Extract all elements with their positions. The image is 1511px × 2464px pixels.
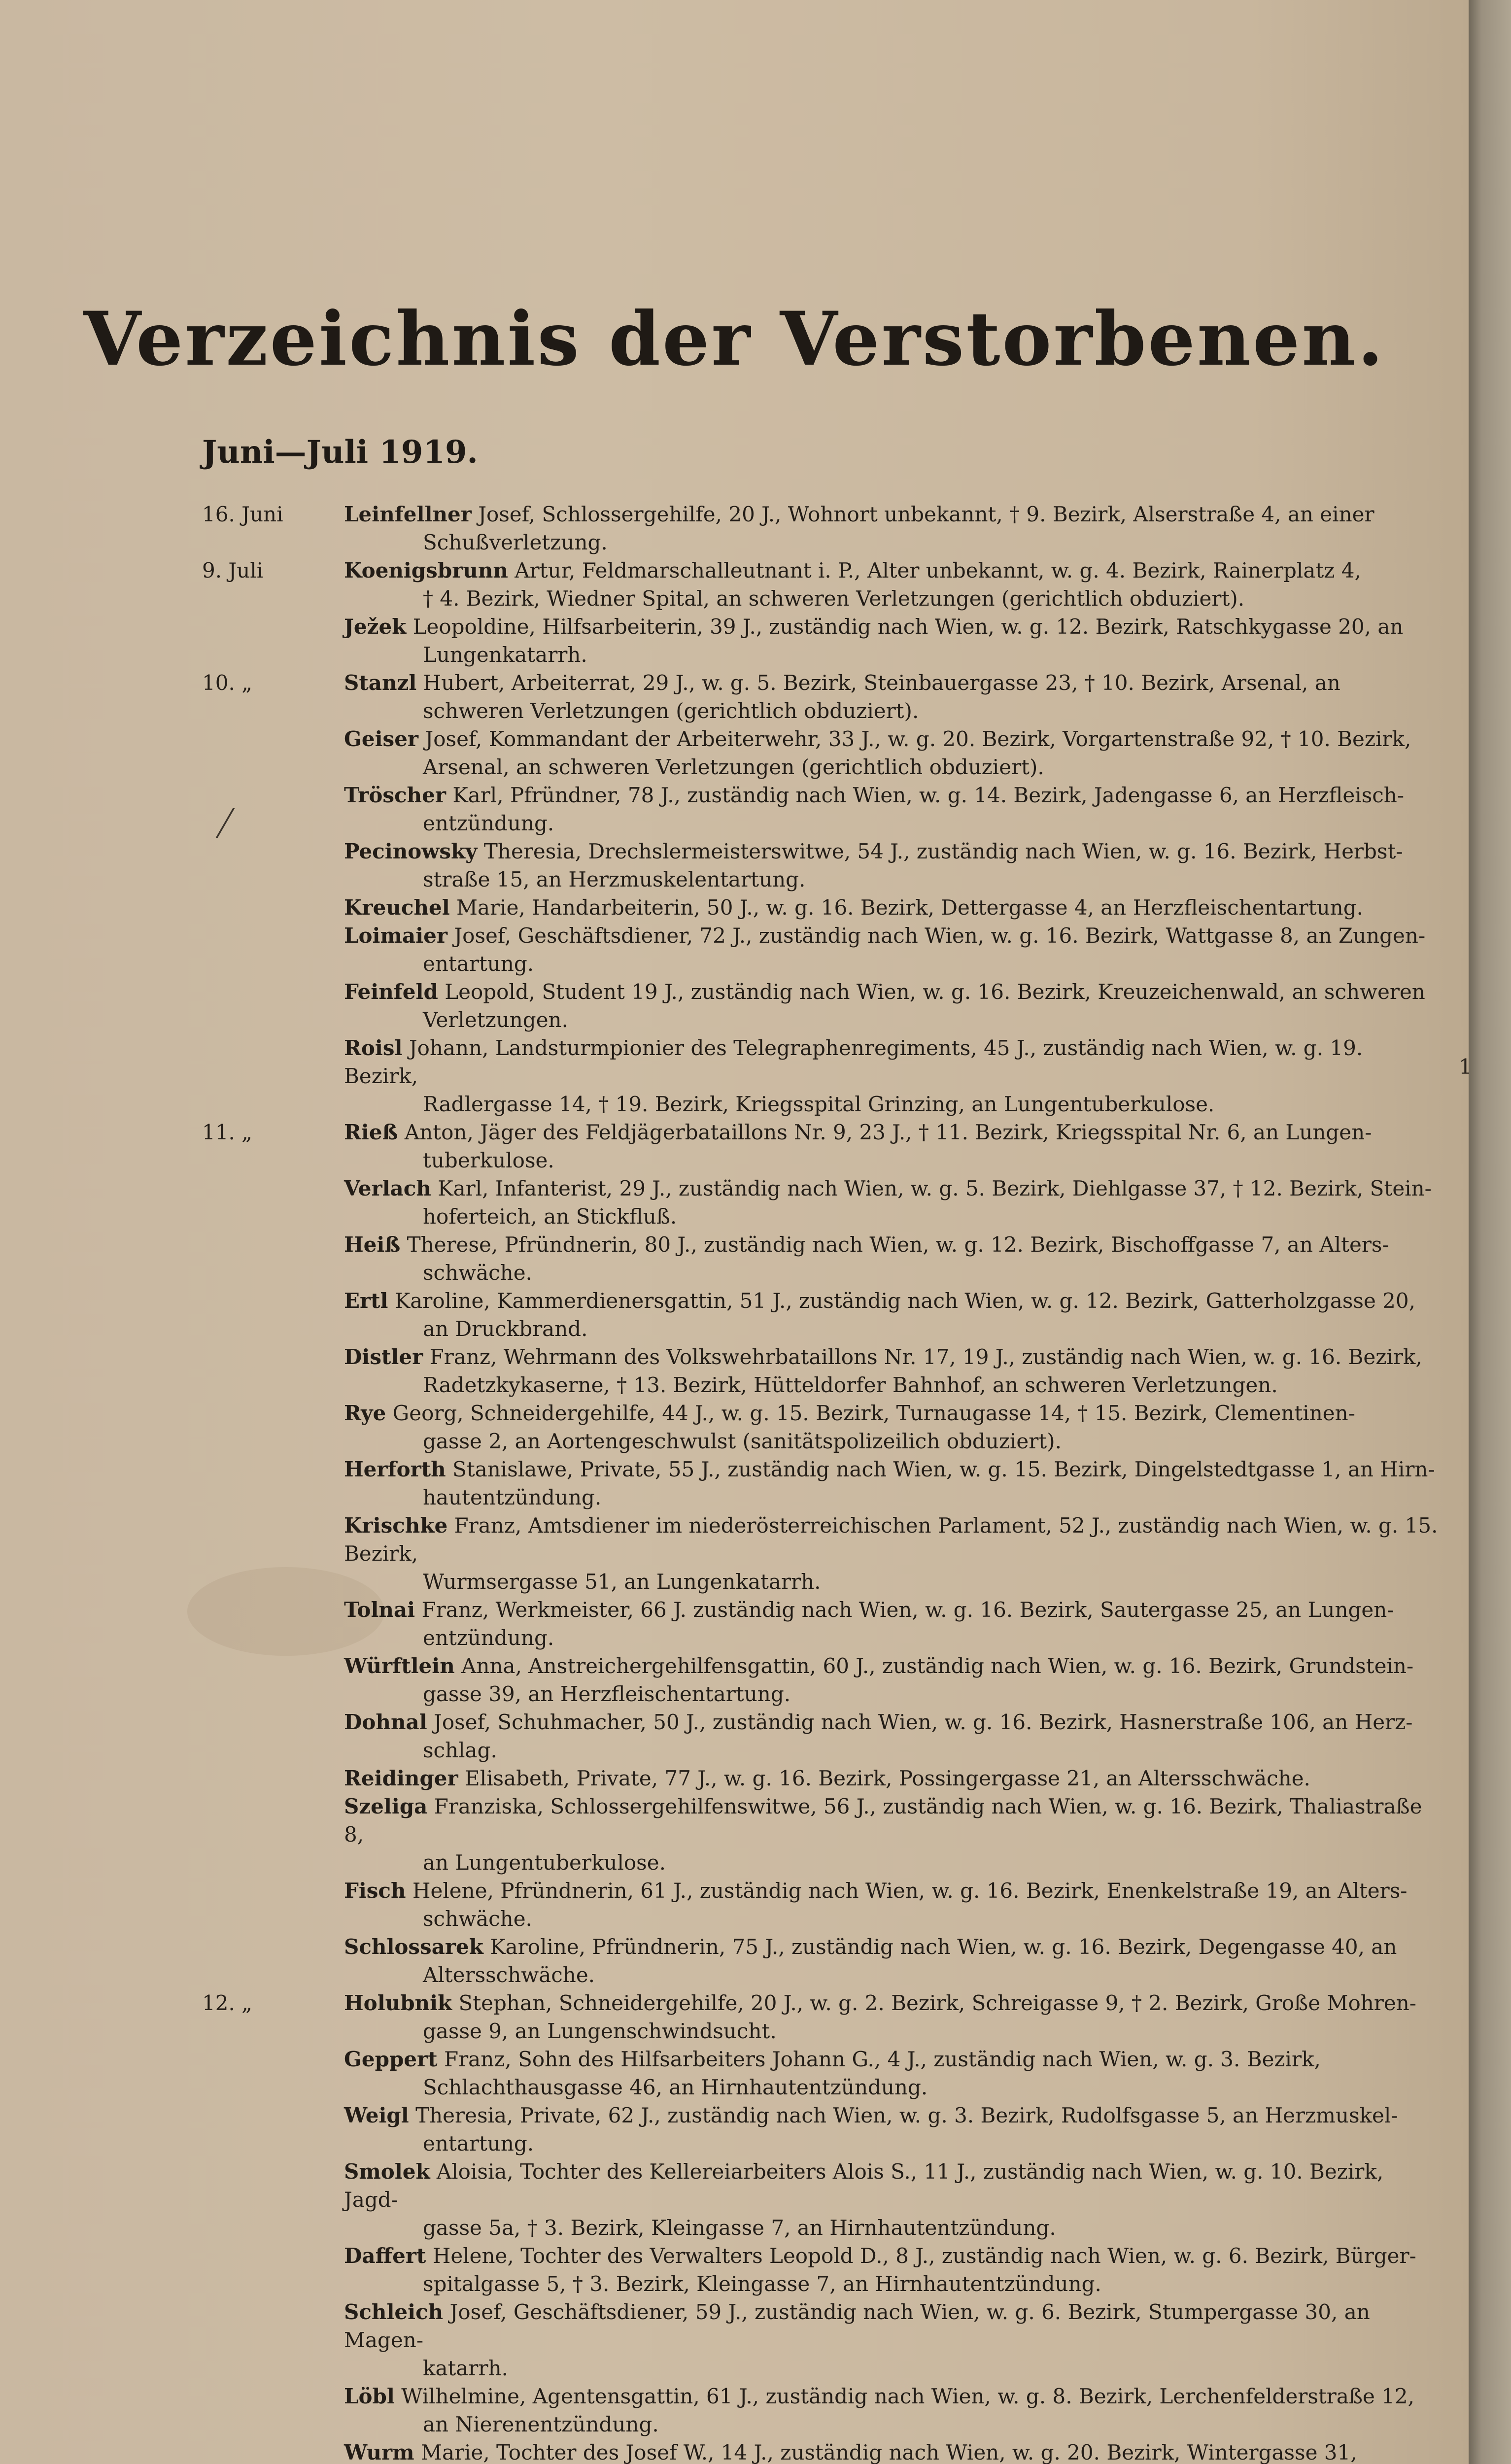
entry-body	[344, 1231, 1443, 1287]
entry-line-1	[344, 1652, 1443, 1680]
entry-continuation: gasse 9, an Lungenschwindsucht.	[423, 2019, 777, 2043]
entry-continuation: gasse 2, an Aortengeschwulst (sanitätspolizeilich obduziert).	[423, 1429, 1062, 1453]
entry-surname: Herforth	[344, 1457, 446, 1481]
entry-details: Therese, Pfründnerin, 80 J., zuständig nach Wien, w. g. 12. Bezirk, Bischoffgasse 7, an Alters-	[407, 1232, 1389, 1257]
death-entry	[0, 2382, 1469, 2438]
entry-surname: Geiser	[344, 727, 419, 751]
entry-details: Franziska, Schlossergehilfenswitwe, 56 J., zuständig nach Wien, w. g. 16. Bezirk, Thaliastraße 8,	[344, 1794, 1422, 1847]
entry-continuation: katarrh.	[423, 2356, 508, 2380]
entry-surname: Leinfellner	[344, 502, 472, 526]
entry-details: Wilhelmine, Agentensgattin, 61 J., zuständig nach Wien, w. g. 8. Bezirk, Lerchenfelderstraße 12,	[401, 2384, 1414, 2408]
entry-line-1	[344, 1596, 1443, 1624]
entry-body	[344, 1596, 1443, 1652]
entry-line-1	[344, 2101, 1443, 2129]
entry-surname: Würftlein	[344, 1654, 455, 1678]
entry-continuation: † 4. Bezirk, Wiedner Spital, an schweren Verletzungen (gerichtlich obduziert).	[423, 586, 1245, 611]
entry-line-1	[344, 669, 1443, 697]
death-entry	[0, 837, 1469, 893]
entry-details: Helene, Tochter des Verwalters Leopold D., 8 J., zuständig nach Wien, w. g. 6. Bezirk, Bürger-	[432, 2244, 1416, 2268]
page-title: Verzeichnis der Verstorbenen.	[83, 296, 1385, 382]
entry-surname: Wurm	[344, 2440, 414, 2464]
entry-body	[344, 1511, 1443, 1596]
entry-surname: Roisl	[344, 1036, 403, 1060]
entry-surname: Weigl	[344, 2103, 409, 2127]
entry-details: Helene, Pfründnerin, 61 J., zuständig nach Wien, w. g. 16. Bezirk, Enenkelstraße 19, an Alters-	[412, 1879, 1408, 1903]
entry-body	[344, 1343, 1443, 1399]
entry-details: Josef, Geschäftsdiener, 59 J., zuständig nach Wien, w. g. 6. Bezirk, Stumpergasse 30, an Magen-	[344, 2300, 1370, 2352]
death-entry	[0, 2045, 1469, 2101]
entry-line-1	[344, 1399, 1443, 1427]
entry-surname: Ježek	[344, 615, 407, 639]
entry-details: Stanislawe, Private, 55 J., zuständig nach Wien, w. g. 15. Bezirk, Dingelstedtgasse 1, an Hirn-	[452, 1457, 1435, 1481]
death-entry	[0, 1708, 1469, 1764]
entry-line-1	[344, 500, 1443, 528]
death-entry	[0, 922, 1469, 978]
entry-details: Josef, Schlossergehilfe, 20 J., Wohnort unbekannt, † 9. Bezirk, Alserstraße 4, an einer	[478, 502, 1374, 526]
entry-details: Leopoldine, Hilfsarbeiterin, 39 J., zuständig nach Wien, w. g. 12. Bezirk, Ratschkygasse 20, an	[412, 615, 1404, 639]
entry-surname: Rye	[344, 1401, 386, 1425]
entry-line-1	[344, 613, 1443, 641]
entry-date: 9. Juli	[202, 558, 264, 582]
entry-body	[344, 1877, 1443, 1933]
entry-continuation: schwäche.	[423, 1261, 532, 1285]
entry-body	[344, 2045, 1443, 2101]
death-entry	[0, 556, 1469, 613]
entry-body	[344, 725, 1443, 781]
entry-line-1	[344, 893, 1443, 922]
entry-details: Marie, Handarbeiterin, 50 J., w. g. 16. Bezirk, Dettergasse 4, an Herzfleischentartung.	[456, 895, 1363, 920]
entry-continuation: an Druckbrand.	[423, 1317, 588, 1341]
entry-details: Karl, Infanterist, 29 J., zuständig nach Wien, w. g. 5. Bezirk, Diehlgasse 37, † 12. Bezirk, Stein-	[438, 1176, 1432, 1200]
entry-details: Josef, Kommandant der Arbeiterwehr, 33 J., w. g. 20. Bezirk, Vorgartenstraße 92, † 10. Bezirk,	[425, 727, 1411, 751]
entry-line-1	[344, 1792, 1443, 1848]
entry-line-1	[344, 2157, 1443, 2214]
death-entry	[0, 1989, 1469, 2045]
entry-details: Leopold, Student 19 J., zuständig nach Wien, w. g. 16. Bezirk, Kreuzeichenwald, an schweren	[445, 980, 1425, 1004]
death-entry	[0, 781, 1469, 837]
edge-number: 1	[1459, 1055, 1472, 1079]
entry-body	[344, 1118, 1443, 1174]
entry-body	[344, 1652, 1443, 1708]
entry-body	[344, 613, 1443, 669]
entry-line-1	[344, 1708, 1443, 1736]
entry-continuation: an Lungentuberkulose.	[423, 1850, 666, 1875]
entry-details: Georg, Schneidergehilfe, 44 J., w. g. 15. Bezirk, Turnaugasse 14, † 15. Bezirk, Clementinen-	[392, 1401, 1355, 1425]
entry-body	[344, 1764, 1443, 1792]
death-entry	[0, 2242, 1469, 2298]
entry-line-1	[344, 1455, 1443, 1483]
entry-line-1	[344, 1764, 1443, 1792]
entry-body	[344, 1708, 1443, 1764]
entry-surname: Schleich	[344, 2300, 444, 2324]
death-entry	[0, 1455, 1469, 1511]
entry-continuation: Radlergasse 14, † 19. Bezirk, Kriegsspital Grinzing, an Lungentuberkulose.	[423, 1092, 1215, 1116]
entry-body	[344, 1287, 1443, 1343]
death-entry	[0, 500, 1469, 556]
entry-continuation: schwäche.	[423, 1907, 532, 1931]
death-entry	[0, 2101, 1469, 2157]
entry-surname: Reidinger	[344, 1766, 458, 1790]
entry-surname: Koenigsbrunn	[344, 558, 508, 582]
death-entry	[0, 2157, 1469, 2242]
entry-continuation: schweren Verletzungen (gerichtlich obduziert).	[423, 699, 919, 723]
entry-line-1	[344, 725, 1443, 753]
entry-surname: Szeliga	[344, 1794, 428, 1818]
death-entry	[0, 1652, 1469, 1708]
entry-surname: Schlossarek	[344, 1935, 483, 1959]
entry-line-1	[344, 1034, 1443, 1090]
entry-details: Anton, Jäger des Feldjägerbataillons Nr. 9, 23 J., † 11. Bezirk, Kriegsspital Nr. 6, an Lungen-	[404, 1120, 1372, 1144]
entry-continuation: Radetzkykaserne, † 13. Bezirk, Hütteldorfer Bahnhof, an schweren Verletzungen.	[423, 1373, 1278, 1397]
death-entry	[0, 2438, 1469, 2464]
entry-continuation: gasse 39, an Herzfleischentartung.	[423, 1682, 791, 1706]
entry-body	[344, 1792, 1443, 1877]
entry-surname: Krischke	[344, 1513, 448, 1538]
entry-details: Stephan, Schneidergehilfe, 20 J., w. g. 2. Bezirk, Schreigasse 9, † 2. Bezirk, Große Mohren-	[458, 1991, 1416, 2015]
entry-details: Elisabeth, Private, 77 J., w. g. 16. Bezirk, Possingergasse 21, an Altersschwäche.	[465, 1766, 1310, 1790]
entry-date: 16. Juni	[202, 502, 283, 526]
entry-surname: Daffert	[344, 2244, 426, 2268]
entry-surname: Smolek	[344, 2159, 430, 2184]
entry-surname: Loimaier	[344, 924, 447, 948]
entry-details: Theresia, Private, 62 J., zuständig nach Wien, w. g. 3. Bezirk, Rudolfsgasse 5, an Herzmuskel-	[415, 2103, 1398, 2127]
death-entry	[0, 1399, 1469, 1455]
entry-surname: Stanzl	[344, 671, 417, 695]
entry-body	[344, 1455, 1443, 1511]
death-entry	[0, 1764, 1469, 1792]
entry-continuation: entartung.	[423, 952, 534, 976]
entry-continuation: Verletzungen.	[423, 1008, 568, 1032]
entry-surname: Fisch	[344, 1879, 406, 1903]
death-entry	[0, 1792, 1469, 1877]
entry-body	[344, 1933, 1443, 1989]
entry-body	[344, 2157, 1443, 2242]
entry-line-1	[344, 2438, 1443, 2464]
entry-body	[344, 1989, 1443, 2045]
entry-continuation: Schlachthausgasse 46, an Hirnhautentzündung.	[423, 2075, 928, 2099]
death-entry	[0, 893, 1469, 922]
entry-body	[344, 2438, 1443, 2464]
entry-body	[344, 837, 1443, 893]
entry-details: Josef, Schuhmacher, 50 J., zuständig nach Wien, w. g. 16. Bezirk, Hasnerstraße 106, an Herz-	[434, 1710, 1413, 1734]
entry-surname: Ertl	[344, 1289, 388, 1313]
entry-surname: Pecinowsky	[344, 839, 478, 863]
entry-line-1	[344, 1933, 1443, 1961]
entry-body	[344, 1174, 1443, 1231]
entry-line-1	[344, 1989, 1443, 2017]
death-entry	[0, 669, 1469, 725]
entry-surname: Distler	[344, 1345, 423, 1369]
entry-details: Franz, Werkmeister, 66 J. zuständig nach Wien, w. g. 16. Bezirk, Sautergasse 25, an Lungen-	[421, 1598, 1394, 1622]
entry-surname: Löbl	[344, 2384, 395, 2408]
death-entry	[0, 1596, 1469, 1652]
death-entry	[0, 1034, 1469, 1118]
entry-continuation: tuberkulose.	[423, 1148, 554, 1172]
entry-body	[344, 556, 1443, 613]
entry-details: Josef, Geschäftsdiener, 72 J., zuständig nach Wien, w. g. 16. Bezirk, Wattgasse 8, an Zungen-	[454, 924, 1426, 948]
entry-details: Franz, Amtsdiener im niederösterreichischen Parlament, 52 J., zuständig nach Wien, w. g. 15. Bezirk,	[344, 1513, 1438, 1566]
entry-line-1	[344, 1877, 1443, 1905]
entry-continuation: hoferteich, an Stickfluß.	[423, 1204, 677, 1229]
entry-surname: Verlach	[344, 1176, 431, 1200]
entry-surname: Kreuchel	[344, 895, 450, 920]
entry-line-1	[344, 837, 1443, 865]
entry-line-1	[344, 978, 1443, 1006]
entry-body	[344, 2242, 1443, 2298]
entry-continuation: gasse 5a, † 3. Bezirk, Kleingasse 7, an Hirnhautentzündung.	[423, 2216, 1056, 2240]
entry-continuation: an Nierenentzündung.	[423, 2412, 659, 2436]
entry-details: Franz, Sohn des Hilfsarbeiters Johann G., 4 J., zuständig nach Wien, w. g. 3. Bezirk,	[444, 2047, 1321, 2071]
entry-body	[344, 781, 1443, 837]
entry-continuation: Altersschwäche.	[423, 1963, 595, 1987]
entry-details: Theresia, Drechslermeisterswitwe, 54 J., zuständig nach Wien, w. g. 16. Bezirk, Herbst-	[483, 839, 1403, 863]
entry-details: Karoline, Kammerdienersgattin, 51 J., zuständig nach Wien, w. g. 12. Bezirk, Gatterholzgasse 20,	[394, 1289, 1415, 1313]
death-entry	[0, 1118, 1469, 1174]
entry-line-1	[344, 556, 1443, 584]
entry-date: 11. „	[202, 1120, 252, 1144]
death-entry	[0, 1231, 1469, 1287]
entry-details: Karoline, Pfründnerin, 75 J., zuständig nach Wien, w. g. 16. Bezirk, Degengasse 40, an	[490, 1935, 1397, 1959]
page-binding	[1469, 0, 1511, 2464]
entry-line-1	[344, 2045, 1443, 2073]
entry-continuation: entartung.	[423, 2131, 534, 2156]
death-entry	[0, 613, 1469, 669]
entry-surname: Tolnai	[344, 1598, 415, 1622]
entry-continuation: Lungenkatarrh.	[423, 643, 587, 667]
period-heading: Juni—Juli 1919.	[202, 434, 478, 471]
entry-details: Hubert, Arbeiterrat, 29 J., w. g. 5. Bezirk, Steinbauergasse 23, † 10. Bezirk, Arsenal, an	[423, 671, 1340, 695]
entry-line-1	[344, 1174, 1443, 1202]
entry-continuation: Schußverletzung.	[423, 530, 608, 554]
entry-continuation: hautentzündung.	[423, 1485, 602, 1509]
entry-line-1	[344, 1287, 1443, 1315]
death-entry	[0, 1511, 1469, 1596]
entry-continuation: Arsenal, an schweren Verletzungen (gerichtlich obduziert).	[423, 755, 1044, 779]
entry-body	[344, 669, 1443, 725]
entry-details: Karl, Pfründner, 78 J., zuständig nach Wien, w. g. 14. Bezirk, Jadengasse 6, an Herzfleisch-	[452, 783, 1405, 807]
entry-details: Marie, Tochter des Josef W., 14 J., zuständig nach Wien, w. g. 20. Bezirk, Wintergasse 31,	[420, 2440, 1357, 2464]
entry-details: Anna, Anstreichergehilfensgattin, 60 J., zuständig nach Wien, w. g. 16. Bezirk, Grundstein-	[461, 1654, 1414, 1678]
entry-line-1	[344, 781, 1443, 809]
entry-date: 10. „	[202, 671, 252, 695]
entry-continuation: entzündung.	[423, 811, 554, 835]
entry-details: Aloisia, Tochter des Kellereiarbeiters Alois S., 11 J., zuständig nach Wien, w. g. 10. Bezirk, Jagd-	[344, 2159, 1384, 2212]
entry-details: Artur, Feldmarschalleutnant i. P., Alter unbekannt, w. g. 4. Bezirk, Rainerplatz 4,	[515, 558, 1361, 582]
entry-line-1	[344, 2382, 1443, 2410]
entry-continuation: straße 15, an Herzmuskelentartung.	[423, 867, 806, 891]
entry-body	[344, 2382, 1443, 2438]
entry-surname: Feinfeld	[344, 980, 438, 1004]
entry-continuation: spitalgasse 5, † 3. Bezirk, Kleingasse 7, an Hirnhautentzündung.	[423, 2272, 1101, 2296]
entry-line-1	[344, 922, 1443, 950]
entry-body	[344, 2298, 1443, 2382]
entry-body	[344, 978, 1443, 1034]
entry-line-1	[344, 2298, 1443, 2354]
entry-body	[344, 2101, 1443, 2157]
entry-body	[344, 922, 1443, 978]
entry-surname: Tröscher	[344, 783, 446, 807]
entry-line-1	[344, 1343, 1443, 1371]
entries-list	[0, 500, 1469, 2464]
death-entry	[0, 1877, 1469, 1933]
death-entry	[0, 1933, 1469, 1989]
death-entry	[0, 1287, 1469, 1343]
entry-details: Franz, Wehrmann des Volkswehrbataillons Nr. 17, 19 J., zuständig nach Wien, w. g. 16. Bezirk,	[429, 1345, 1422, 1369]
entry-continuation: Wurmsergasse 51, an Lungenkatarrh.	[423, 1570, 821, 1594]
entry-surname: Dohnal	[344, 1710, 427, 1734]
entry-body	[344, 500, 1443, 556]
entry-surname: Holubnik	[344, 1991, 452, 2015]
entry-details: Johann, Landsturmpionier des Telegraphenregiments, 45 J., zuständig nach Wien, w. g. 19. Bezirk,	[344, 1036, 1363, 1088]
entry-body	[344, 893, 1443, 922]
entry-surname: Rieß	[344, 1120, 398, 1144]
death-entry	[0, 1174, 1469, 1231]
entry-continuation: schlag.	[423, 1738, 497, 1762]
entry-date: 12. „	[202, 1991, 252, 2015]
entry-surname: Geppert	[344, 2047, 438, 2071]
death-entry	[0, 978, 1469, 1034]
entry-line-1	[344, 2242, 1443, 2270]
entry-line-1	[344, 1511, 1443, 1568]
entry-continuation: entzündung.	[423, 1626, 554, 1650]
entry-line-1	[344, 1118, 1443, 1146]
death-entry	[0, 1343, 1469, 1399]
entry-line-1	[344, 1231, 1443, 1259]
entry-surname: Heiß	[344, 1232, 401, 1257]
entry-body	[344, 1399, 1443, 1455]
entry-body	[344, 1034, 1443, 1118]
death-entry	[0, 725, 1469, 781]
death-entry	[0, 2298, 1469, 2382]
